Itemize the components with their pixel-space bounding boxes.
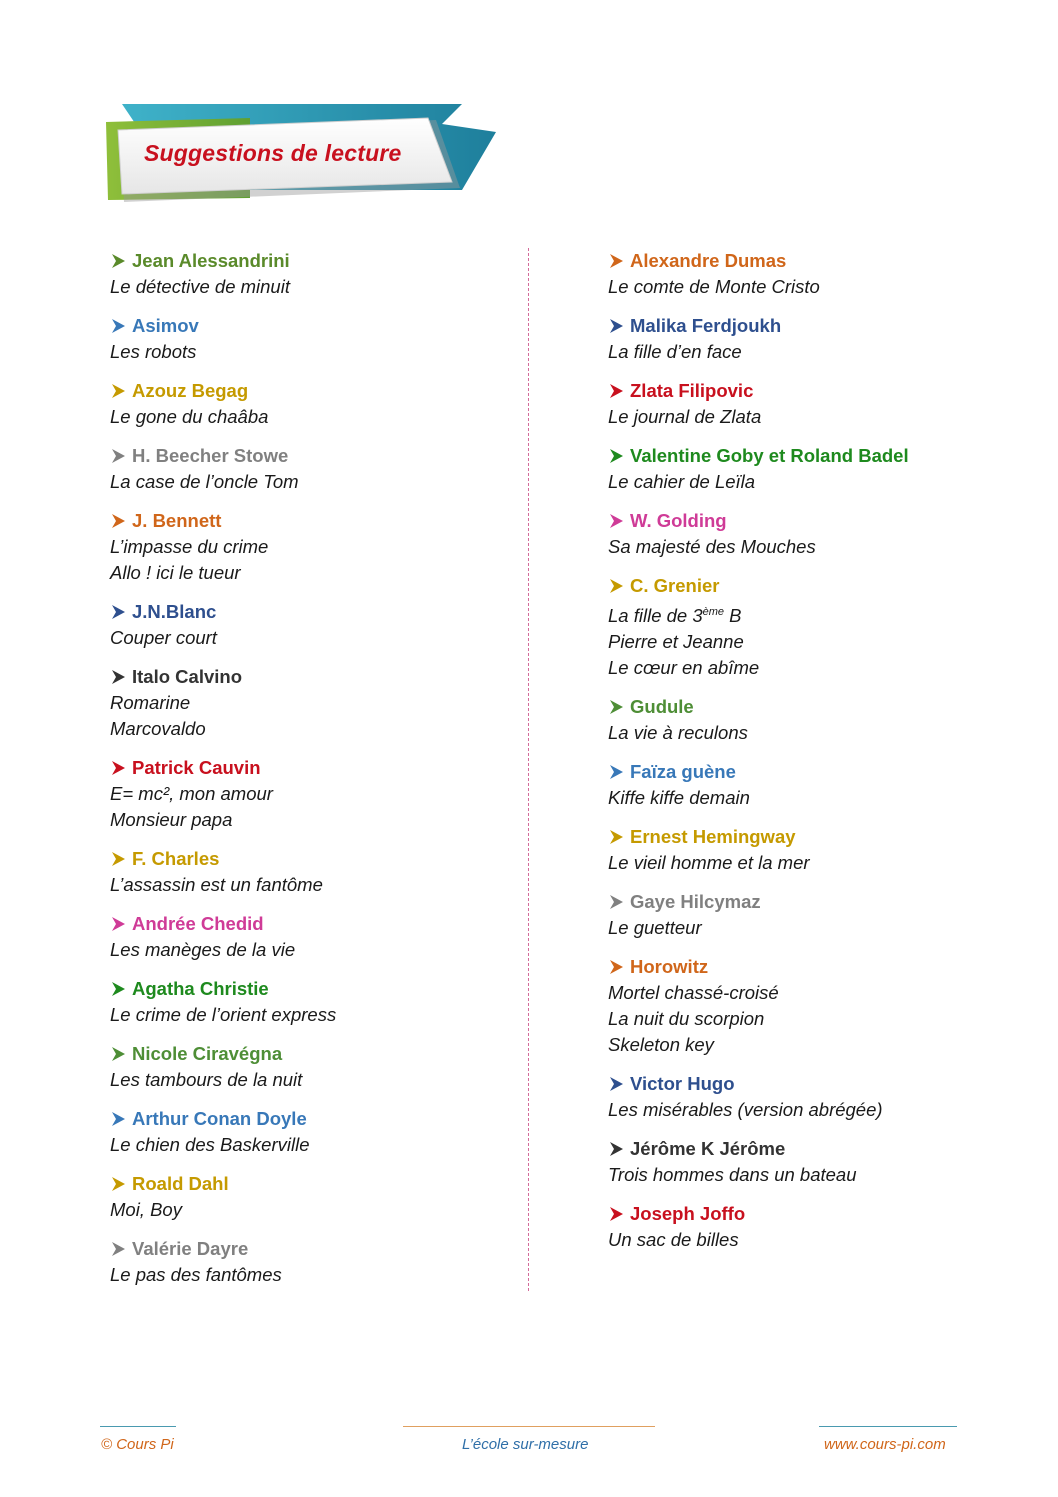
arrow-bullet-icon	[110, 318, 126, 334]
author-name: Valérie Dayre	[110, 1236, 510, 1262]
book-title: Le cahier de Leïla	[608, 471, 756, 492]
author-name: Jérôme K Jérôme	[608, 1136, 1008, 1162]
arrow-bullet-icon	[608, 764, 624, 780]
arrow-bullet-icon	[110, 1176, 126, 1192]
author-name: Gaye Hilcymaz	[608, 889, 1008, 915]
book-title: Le vieil homme et la mer	[608, 852, 810, 874]
arrow-bullet-icon	[608, 959, 624, 975]
author-name: Azouz Begag	[110, 378, 510, 404]
book-entry	[110, 248, 510, 300]
book-entry	[110, 1041, 510, 1093]
arrow-bullet-icon	[110, 604, 126, 620]
book-entry	[110, 378, 510, 430]
footer-line-right	[819, 1426, 957, 1427]
left-column	[110, 248, 510, 1301]
book-entry	[110, 911, 510, 963]
book-entry	[110, 846, 510, 898]
book-entry	[608, 889, 1008, 941]
book-title: Le comte de Monte Cristo	[608, 276, 820, 297]
footer-tagline: L’école sur-mesure	[462, 1436, 589, 1453]
book-title: Les robots	[110, 341, 197, 362]
arrow-bullet-icon	[110, 916, 126, 932]
book-entry	[608, 378, 1008, 430]
book-title: Les misérables (version abrégée)	[608, 1099, 883, 1121]
title-banner	[100, 98, 500, 210]
author-name: F. Charles	[110, 846, 510, 872]
book-entry	[608, 824, 1008, 876]
author-name: Valentine Goby et Roland Badel	[608, 443, 1008, 469]
author-name: Malika Ferdjoukh	[608, 313, 1008, 339]
arrow-bullet-icon	[608, 253, 624, 269]
author-name: Nicole Ciravégna	[110, 1041, 510, 1067]
author-name: Italo Calvino	[110, 664, 510, 690]
book-title: Le journal de Zlata	[608, 406, 762, 427]
footer-website-link[interactable]: www.cours-pi.com	[824, 1436, 946, 1453]
book-title: Les manèges de la vie	[110, 939, 296, 960]
author-name: Patrick Cauvin	[110, 755, 510, 781]
author-name: Andrée Chedid	[110, 911, 510, 937]
arrow-bullet-icon	[110, 669, 126, 685]
arrow-bullet-icon	[110, 513, 126, 529]
book-entry	[608, 694, 1008, 746]
book-entry	[110, 664, 510, 742]
author-name: W. Golding	[608, 508, 1008, 534]
arrow-bullet-icon	[608, 1141, 624, 1157]
author-name: J.N.Blanc	[110, 599, 510, 625]
book-title: Le pas des fantômes	[110, 1264, 282, 1285]
arrow-bullet-icon	[110, 1111, 126, 1127]
book-title: Marcovaldo	[110, 718, 206, 739]
author-name: Alexandre Dumas	[608, 248, 1008, 274]
book-title: L’impasse du crime	[110, 536, 269, 557]
arrow-bullet-icon	[608, 1076, 624, 1092]
book-entry	[608, 573, 1008, 681]
page-title: Suggestions de lecture	[144, 140, 402, 166]
author-name: Arthur Conan Doyle	[110, 1106, 510, 1132]
book-title: L’assassin est un fantôme	[110, 874, 323, 895]
arrow-bullet-icon	[608, 894, 624, 910]
book-entry	[608, 248, 1008, 300]
book-title: Le gone du chaâba	[110, 406, 269, 427]
book-entry	[608, 508, 1008, 560]
book-entry	[110, 1171, 510, 1223]
footer-copyright: © Cours Pi	[101, 1436, 174, 1453]
book-title: La fille de 3ème B	[608, 605, 742, 627]
author-name: Horowitz	[608, 954, 1008, 980]
book-title: La case de l’oncle Tom	[110, 471, 299, 492]
book-title: La vie à reculons	[608, 722, 748, 744]
right-column	[608, 248, 1008, 1266]
book-title: La fille d’en face	[608, 341, 742, 362]
book-title: Skeleton key	[608, 1034, 714, 1056]
arrow-bullet-icon	[110, 1046, 126, 1062]
arrow-bullet-icon	[608, 578, 624, 594]
book-title: Moi, Boy	[110, 1199, 182, 1220]
arrow-bullet-icon	[608, 1206, 624, 1222]
author-name: Agatha Christie	[110, 976, 510, 1002]
arrow-bullet-icon	[608, 318, 624, 334]
book-title: Le détective de minuit	[110, 276, 290, 297]
book-title: Pierre et Jeanne	[608, 631, 744, 653]
author-name: Faïza guène	[608, 759, 1008, 785]
arrow-bullet-icon	[608, 829, 624, 845]
book-entry	[608, 759, 1008, 811]
author-name: J. Bennett	[110, 508, 510, 534]
book-entry	[608, 443, 1008, 495]
book-title: La nuit du scorpion	[608, 1008, 765, 1030]
arrow-bullet-icon	[110, 253, 126, 269]
footer	[0, 1426, 1058, 1466]
book-entry	[608, 954, 1008, 1058]
author-name: Victor Hugo	[608, 1071, 1008, 1097]
book-entry	[110, 443, 510, 495]
footer-line-left	[100, 1426, 176, 1427]
author-name: Jean Alessandrini	[110, 248, 510, 274]
column-divider	[528, 248, 529, 1291]
book-entry	[608, 1201, 1008, 1253]
author-name: Gudule	[608, 694, 1008, 720]
book-entry	[608, 1136, 1008, 1188]
book-entry	[110, 313, 510, 365]
book-title: Les tambours de la nuit	[110, 1069, 303, 1090]
arrow-bullet-icon	[110, 981, 126, 997]
arrow-bullet-icon	[110, 1241, 126, 1257]
book-title: Couper court	[110, 627, 217, 648]
author-name: Asimov	[110, 313, 510, 339]
book-title: Sa majesté des Mouches	[608, 536, 816, 557]
book-title: Kiffe kiffe demain	[608, 787, 750, 809]
book-title: Allo ! ici le tueur	[110, 562, 241, 583]
author-name: Roald Dahl	[110, 1171, 510, 1197]
arrow-bullet-icon	[608, 383, 624, 399]
book-entry	[110, 1236, 510, 1288]
book-entry	[110, 976, 510, 1028]
book-title: Le crime de l’orient express	[110, 1004, 337, 1025]
arrow-bullet-icon	[608, 699, 624, 715]
author-name: Zlata Filipovic	[608, 378, 1008, 404]
arrow-bullet-icon	[110, 448, 126, 464]
book-title: Le cœur en abîme	[608, 657, 760, 679]
author-name: Joseph Joffo	[608, 1201, 1008, 1227]
book-entry	[110, 1106, 510, 1158]
book-entry	[110, 755, 510, 833]
arrow-bullet-icon	[110, 760, 126, 776]
book-entry	[608, 313, 1008, 365]
book-title: Monsieur papa	[110, 809, 233, 830]
arrow-bullet-icon	[608, 448, 624, 464]
book-title: Un sac de billes	[608, 1229, 739, 1251]
book-entry	[608, 1071, 1008, 1123]
arrow-bullet-icon	[110, 383, 126, 399]
arrow-bullet-icon	[110, 851, 126, 867]
book-title: Mortel chassé-croisé	[608, 982, 779, 1004]
book-title: E= mc², mon amour	[110, 783, 273, 804]
book-title: Le guetteur	[608, 917, 702, 939]
book-title: Romarine	[110, 692, 191, 713]
book-entry	[110, 508, 510, 586]
book-entry	[110, 599, 510, 651]
author-name: H. Beecher Stowe	[110, 443, 510, 469]
book-title: Trois hommes dans un bateau	[608, 1164, 857, 1186]
arrow-bullet-icon	[608, 513, 624, 529]
book-title: Le chien des Baskerville	[110, 1134, 310, 1155]
footer-line-center	[403, 1426, 655, 1427]
author-name: C. Grenier	[608, 573, 1008, 599]
author-name: Ernest Hemingway	[608, 824, 1008, 850]
